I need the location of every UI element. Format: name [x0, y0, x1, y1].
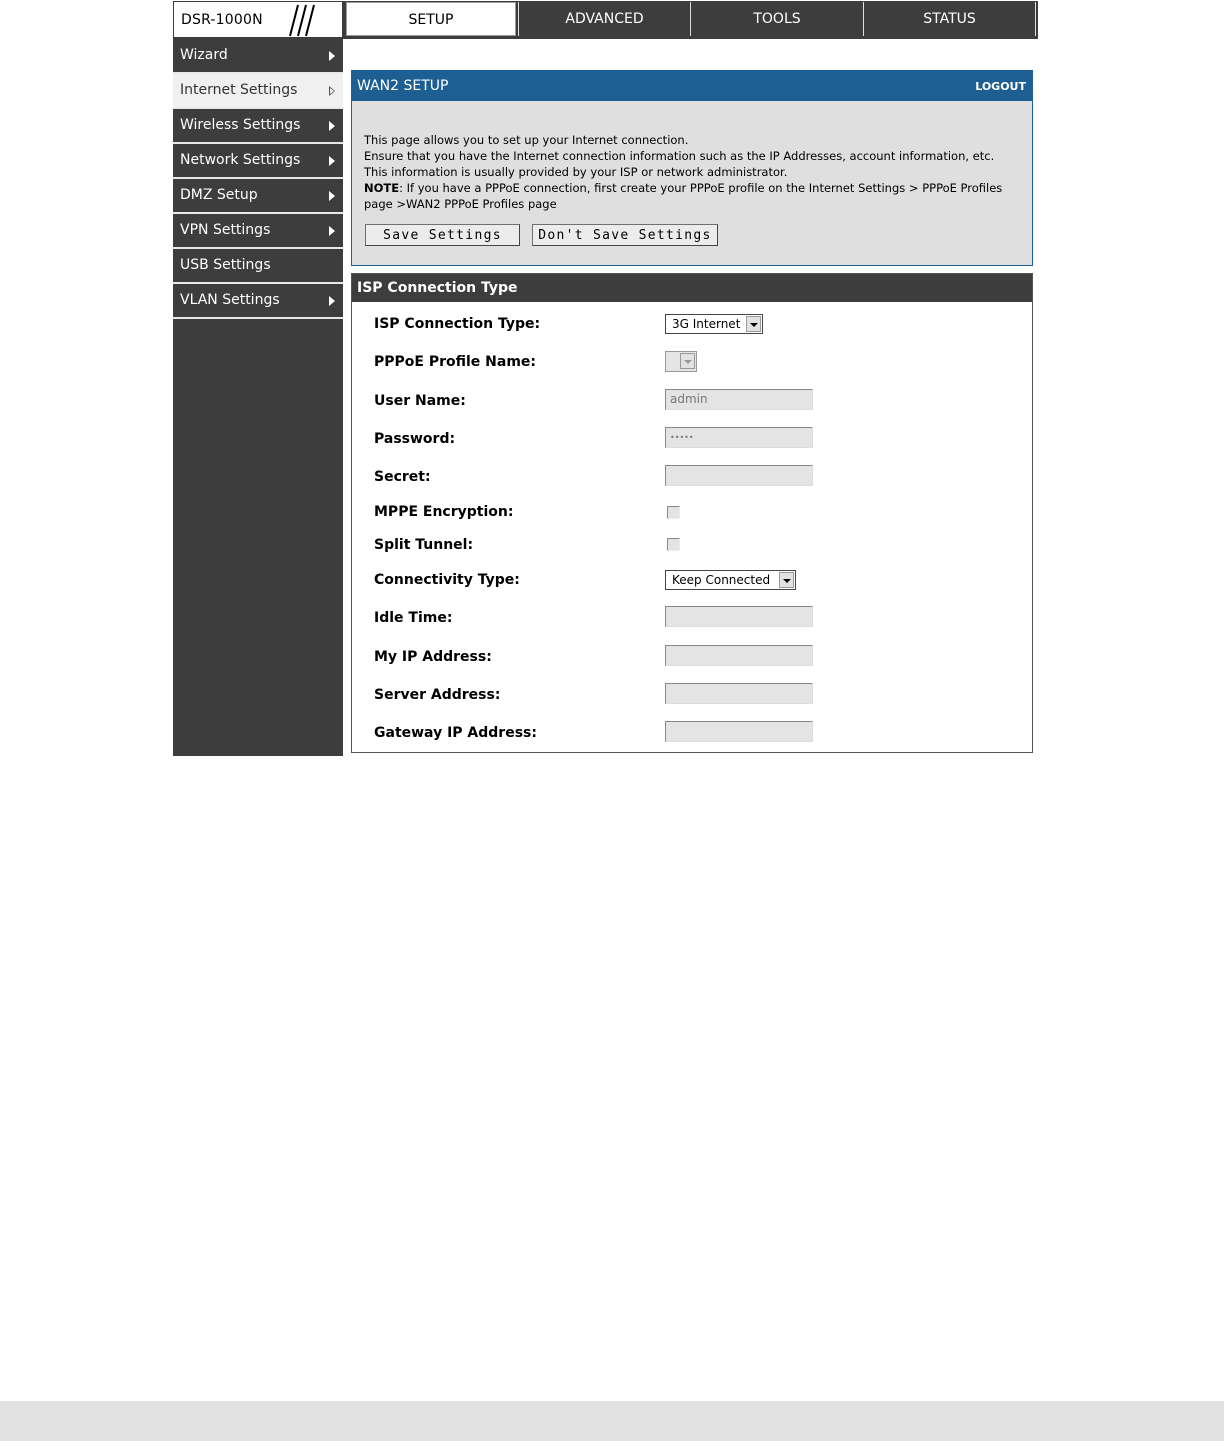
chevron-right-icon	[329, 191, 335, 201]
mppe-encryption-label: MPPE Encryption:	[374, 504, 514, 520]
description-line: This information is usually provided by your ISP or network administrator.	[364, 165, 788, 179]
tab-setup[interactable]: SETUP	[346, 2, 516, 36]
chevron-down-icon	[746, 316, 761, 332]
idle-time-input[interactable]	[665, 606, 813, 627]
sidebar-item-label: VPN Settings	[180, 222, 271, 238]
sidebar-item-dmz-setup[interactable]	[173, 179, 343, 214]
sidebar-item-label: VLAN Settings	[180, 292, 280, 308]
chevron-right-icon	[329, 121, 335, 131]
sidebar	[173, 39, 343, 756]
logout-link[interactable]: LOGOUT	[975, 80, 1026, 93]
tab-tools[interactable]: TOOLS	[690, 2, 863, 36]
split-tunnel-checkbox[interactable]	[667, 538, 680, 551]
gateway-ip-address-input[interactable]	[665, 721, 813, 742]
mppe-encryption-checkbox[interactable]	[667, 506, 680, 519]
chevron-right-icon	[329, 226, 335, 236]
sidebar-item-wireless-settings[interactable]	[173, 109, 343, 144]
chevron-down-icon	[779, 572, 794, 588]
connectivity-type-select[interactable]	[665, 570, 796, 590]
chevron-down-icon	[680, 353, 695, 369]
gateway-ip-address-label: Gateway IP Address:	[374, 725, 537, 741]
note-body: : If you have a PPPoE connection, first create your PPPoE profile on the Internet Settings > PPPoE Profiles page >WAN2 PPPoE Profiles page	[364, 181, 1003, 211]
section-header	[352, 274, 1032, 302]
my-ip-address-input[interactable]	[665, 645, 813, 666]
pppoe-profile-label: PPPoE Profile Name:	[374, 354, 537, 370]
sidebar-item-label: Network Settings	[180, 152, 301, 168]
sidebar-item-vlan-settings[interactable]	[173, 284, 343, 319]
sidebar-item-label: DMZ Setup	[180, 187, 258, 203]
brand-slashes-icon	[277, 2, 341, 39]
section-title: ISP Connection Type	[357, 280, 518, 296]
connection-type-select[interactable]	[665, 314, 763, 334]
sidebar-item-internet-settings[interactable]	[173, 74, 343, 109]
server-address-label: Server Address:	[374, 687, 501, 703]
connectivity-type-value: Keep Connected	[672, 573, 771, 587]
note-text	[364, 180, 1029, 212]
user-name-input[interactable]: admin	[665, 389, 813, 410]
sidebar-item-label: Wireless Settings	[180, 117, 301, 133]
page-footer-bar	[0, 1401, 1224, 1441]
sidebar-item-vpn-settings[interactable]	[173, 214, 343, 249]
save-settings-button[interactable]: Save Settings	[365, 224, 520, 246]
tab-advanced[interactable]: ADVANCED	[518, 2, 690, 36]
sidebar-item-label: USB Settings	[180, 257, 271, 273]
router-admin-window	[173, 1, 1038, 756]
model-name: DSR-1000N	[181, 12, 263, 28]
dont-save-settings-button[interactable]: Don't Save Settings	[532, 224, 718, 246]
split-tunnel-label: Split Tunnel:	[374, 537, 474, 553]
tab-status[interactable]: STATUS	[863, 2, 1036, 36]
brand-logo	[173, 1, 343, 38]
page-title: WAN2 SETUP	[357, 78, 449, 94]
chevron-right-icon	[329, 156, 335, 166]
password-label: Password:	[374, 431, 456, 447]
my-ip-address-label: My IP Address:	[374, 649, 492, 665]
description-line: This page allows you to set up your Internet connection.	[364, 133, 689, 147]
password-input[interactable]: •••••	[665, 427, 813, 448]
sidebar-item-usb-settings[interactable]	[173, 249, 343, 284]
panel-header	[352, 71, 1032, 101]
connection-type-value: 3G Internet	[672, 317, 741, 331]
description-line: Ensure that you have the Internet connection information such as the IP Addresses, account information, etc.	[364, 149, 995, 163]
secret-input[interactable]	[665, 465, 813, 486]
sidebar-divider	[343, 39, 347, 756]
secret-label: Secret:	[374, 469, 431, 485]
chevron-right-outline-icon	[329, 86, 335, 96]
connectivity-type-label: Connectivity Type:	[374, 572, 520, 588]
isp-connection-panel	[351, 273, 1033, 753]
idle-time-label: Idle Time:	[374, 610, 453, 626]
sidebar-item-label: Internet Settings	[180, 82, 298, 98]
server-address-input[interactable]	[665, 683, 813, 704]
sidebar-item-wizard[interactable]	[173, 39, 343, 74]
chevron-right-icon	[329, 296, 335, 306]
wan2-setup-panel	[351, 70, 1033, 266]
sidebar-item-network-settings[interactable]	[173, 144, 343, 179]
chevron-right-icon	[329, 51, 335, 61]
user-name-label: User Name:	[374, 393, 466, 409]
note-label: NOTE	[364, 181, 400, 195]
pppoe-profile-select[interactable]	[665, 351, 697, 372]
panel-description	[364, 132, 1029, 212]
connection-type-label: ISP Connection Type:	[374, 316, 541, 332]
top-nav-bar	[173, 1, 1038, 39]
sidebar-item-label: Wizard	[180, 47, 228, 63]
